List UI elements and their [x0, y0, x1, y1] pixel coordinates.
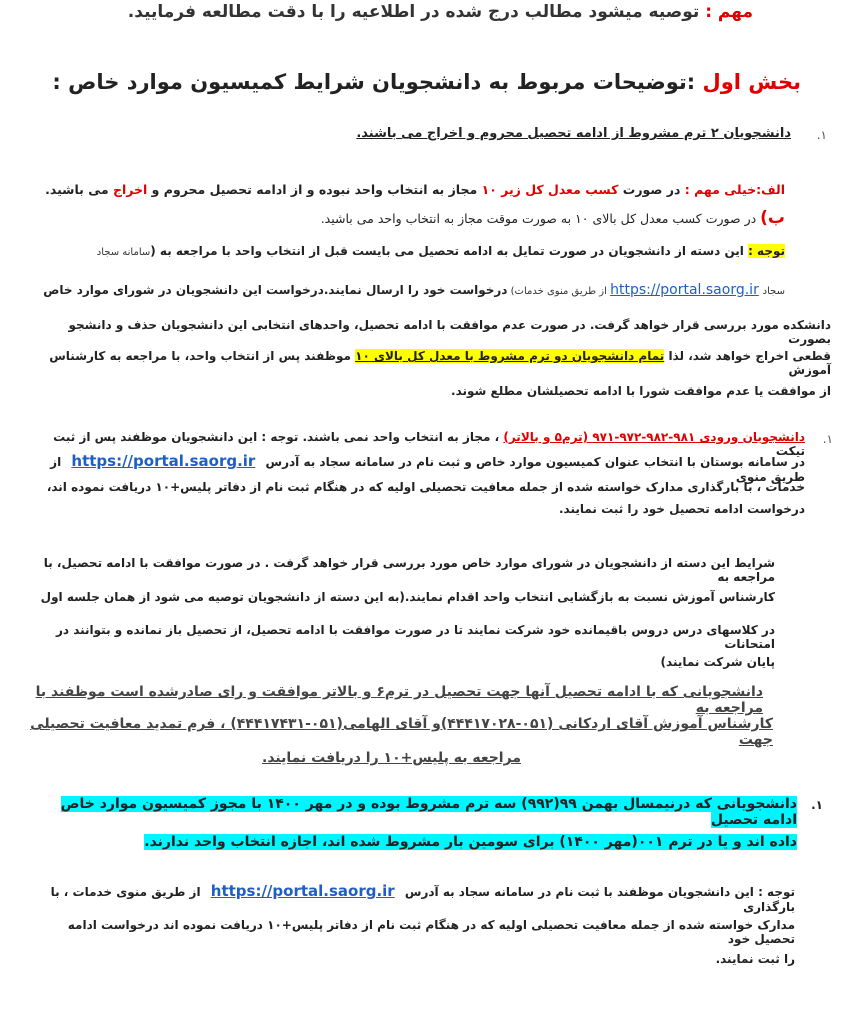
item-3-note2: مدارک خواسته شده از جمله معافیت تحصیلی اولیه که در هنگام ثبت نام از دفاتر پلیس+۱۰ دریافت نموده اند درخواست ادامه تحصیل خود [67, 918, 795, 946]
section-title-text: :توضیحات مربوط به دانشجویان شرایط کمیسیون موارد خاص : [52, 70, 703, 94]
line4-highlight: تمام دانشجویان دو ترم مشروط با معدل کل بالای ۱۰ [355, 349, 665, 363]
line4-pre: قطعی اخراج خواهد شد، لذا [664, 349, 831, 363]
item-3-note-pre: توجه : این دانشجویان موظفند با ثبت نام در سامانه سجاد به آدرس [404, 885, 795, 899]
line4-post: موظفند پس از انتخاب واحد، با مراجعه به کارشناس آموزش [49, 349, 831, 377]
item-2-para2: کارشناس آموزش نسبت به بازگشایی انتخاب واحد اقدام نمایند.(به این دسته از دانشجویان توصیه می شود از همان جلسه اول [40, 590, 775, 604]
alef-end: می باشید. [45, 182, 113, 197]
item-2-line2-pre: در سامانه بوستان با انتخاب عنوان کمیسیون موارد خاص و ثبت نام در سامانه سجاد به آدرس [265, 455, 805, 469]
item-3-note3: را ثبت نمایند. [715, 952, 795, 966]
item-1-note [40, 244, 785, 258]
alef-mid1: در صورت [618, 182, 685, 197]
item-3-line1: دانشجویانی که درنیمسال بهمن ۹۹(۹۹۲) سه ترم مشروط بوده و در مهر ۱۴۰۰ با مجوز کمیسیون موارد خاص ادامه تحصیل [60, 796, 797, 828]
section-title [20, 70, 801, 94]
notice-text: توصیه میشود مطالب درج شده در اطلاعیه را با دقت مطالعه فرمایید. [127, 2, 706, 22]
item-2-bold2: کارشناس آموزش آقای اردکانی (۰۵۱-۴۴۴۱۷۰۲۸)و آقای الهامی(۰۵۱-۴۴۴۱۷۴۳۱) ، فرم تمدید معافیت تحصیلی جهت [30, 716, 773, 748]
item-2-line3: خدمات ، با بارگذاری مدارک خواسته شده از جمله معافیت تحصیلی اولیه که در هنگام ثبت نام از دفاتر پلیس+۱۰ دریافت نموده اند، [46, 480, 805, 494]
notice-label: مهم : [705, 2, 753, 22]
alef-mid2: مجاز به انتخاب واحد نبوده و از ادامه تحصیل محروم و [147, 182, 482, 197]
item-1-be [40, 208, 785, 228]
item-3-line2: داده اند و یا در ترم ۰۰۱(مهر ۱۴۰۰) برای سومین بار مشروط شده اند، اجازه انتخاب واحد ندارند. [144, 834, 797, 850]
item-1-alef [40, 182, 785, 197]
item-1-line3: دانشکده مورد بررسی قرار خواهد گرفت. در صورت عدم موافقت با ادامه تحصیل، واحدهای انتخابی این دانشجویان حذف و دانشجو بصورت [68, 318, 831, 346]
be-label: ب) [760, 208, 785, 228]
item-1-line5: از موافقت یا عدم موافقت شورا با ادامه تحصیلشان مطلع شوند. [451, 384, 831, 398]
note-text: این دسته از دانشجویان در صورت تمایل به ادامه تحصیل می بایست قبل از انتخاب واحد با مراجعه به ( [150, 244, 749, 258]
item-2-para3: در کلاسهای درس دروس باقیمانده خود شرکت نمایند تا در صورت موافقت با ادامه تحصیل، از تحصیل باز نمانده و بتوانند در امتحانات [55, 623, 775, 651]
item-2-line4: درخواست ادامه تحصیل خود را ثبت نمایند. [558, 502, 805, 516]
item-2-line1-rest: ، مجاز به انتخاب واحد نمی باشند. توجه : این دانشجویان موظفند پس از ثبت تیکت [53, 430, 805, 458]
portal-link-1[interactable]: https://portal.saorg.ir [610, 282, 759, 298]
item-1-heading: دانشجویان ۲ ترم مشروط از ادامه تحصیل محروم و اخراج می باشند. [356, 126, 791, 141]
be-text: در صورت کسب معدل کل بالای ۱۰ به صورت موقت مجاز به انتخاب واحد می باشید. [320, 211, 761, 226]
item-1-line2 [40, 282, 785, 298]
note-small-1b: سجاد [762, 286, 785, 297]
note-label: توجه : [748, 244, 785, 258]
note-small-1: سامانه سجاد [96, 247, 151, 258]
portal-link-3[interactable]: https://portal.saorg.ir [210, 882, 395, 900]
portal-link-2[interactable]: https://portal.saorg.ir [71, 452, 256, 470]
notice-line [40, 2, 753, 22]
note-after-link: درخواست خود را ارسال نمایند.درخواست این دانشجویان در شورای موارد خاص [43, 283, 508, 297]
item-3-number: ١. [811, 798, 823, 812]
alef-red2: اخراج [112, 182, 148, 197]
alef-red1: کسب معدل کل زیر ۱۰ [481, 182, 619, 197]
item-3 [40, 796, 823, 850]
item-2-number: ١. [822, 432, 833, 446]
item-1-number: ١. [816, 128, 827, 142]
item-2-bold3: مراجعه به پلیس+۱۰ را دریافت نمایند. [262, 750, 521, 766]
section-title-label: بخش اول [702, 70, 801, 94]
alef-label: الف:خیلی مهم : [684, 182, 785, 197]
item-2-para4: پایان شرکت نمایند) [660, 655, 775, 669]
note-small-2: از طریق منوی خدمات) [507, 286, 611, 297]
item-1-line4 [30, 349, 831, 377]
item-3-note [30, 882, 795, 914]
item-2-line2-post: از طریق منوی [50, 455, 805, 484]
item-1 [30, 126, 827, 142]
item-3-note-post: از طریق منوی خدمات ، با بارگذاری [50, 885, 795, 914]
item-2-bold1: دانشجویانی که با ادامه تحصیل آنها جهت تحصیل در ترم۶ و بالاتر موافقت و رای صادرشده است موظفند با مراجعه به [35, 684, 763, 716]
item-2-red-label: دانشجویان ورودی ۹۸۱-۹۸۲-۹۷۲-۹۷۱ (ترم۵ و بالاتر) [503, 430, 805, 444]
item-2-para1: شرایط این دسته از دانشجویان در شورای موارد خاص مورد بررسی قرار خواهد گرفت . در صورت موافقت با ادامه تحصیل، با مراجعه به [43, 556, 775, 584]
